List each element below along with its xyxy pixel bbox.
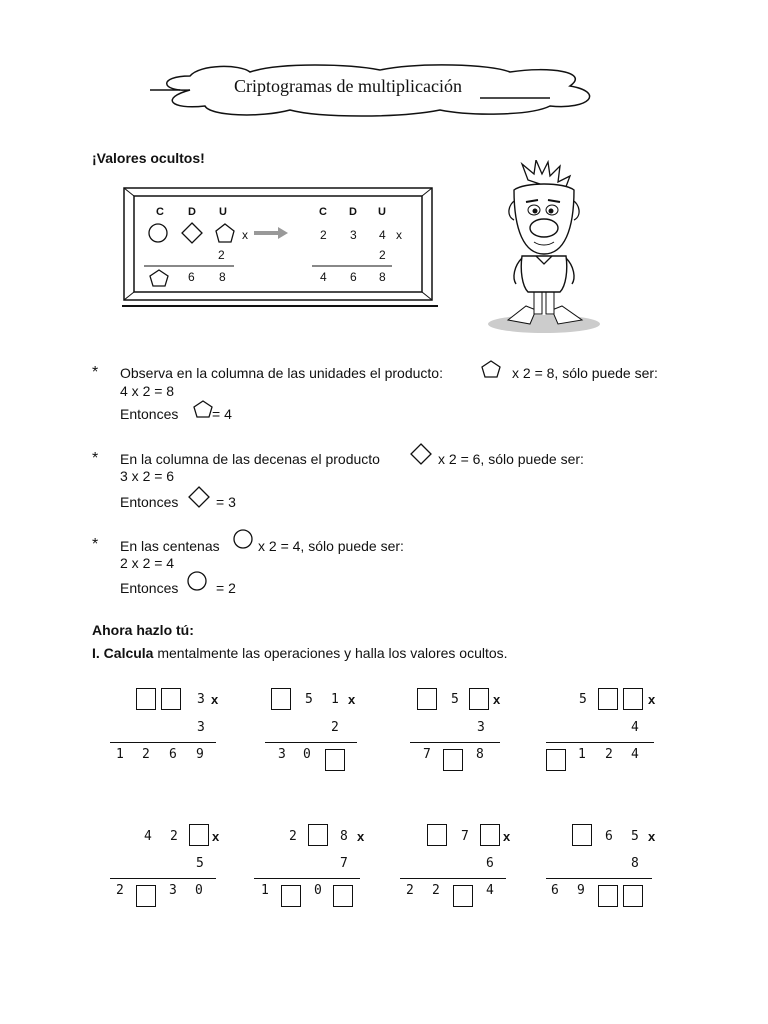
- digit: 3: [197, 720, 205, 735]
- times-sign: x: [493, 692, 501, 707]
- circle-icon: [232, 528, 254, 550]
- times-sign: x: [648, 692, 656, 707]
- digit: 1: [331, 692, 339, 707]
- pentagon-icon: [148, 268, 170, 288]
- board-left-result-u: 8: [219, 270, 226, 284]
- digit: 5: [631, 829, 639, 844]
- times-sign: x: [348, 692, 356, 707]
- diamond-icon: [410, 443, 432, 465]
- pentagon-icon: [480, 360, 502, 378]
- arrow-right-icon: [254, 226, 290, 240]
- times-sign: x: [211, 692, 219, 707]
- answer-box[interactable]: [572, 824, 592, 846]
- answer-box[interactable]: [271, 688, 291, 710]
- digit: 1: [116, 747, 124, 762]
- page-title: Criptogramas de multiplicación: [234, 76, 462, 96]
- answer-box[interactable]: [136, 885, 156, 907]
- board-header-u: U: [378, 206, 386, 218]
- digit: 2: [170, 829, 178, 844]
- digit: 9: [196, 747, 204, 762]
- digit: 0: [303, 747, 311, 762]
- answer-box[interactable]: [427, 824, 447, 846]
- result-line: [254, 878, 360, 879]
- answer-box[interactable]: [480, 824, 500, 846]
- digit: 6: [486, 856, 494, 871]
- board-header-c: C: [319, 206, 327, 218]
- explanation-1-then-value: = 4: [212, 406, 232, 422]
- explanation-1-equation: 4 x 2 = 8: [120, 383, 175, 399]
- result-line: [110, 878, 216, 879]
- instruction-rest: mentalmente las operaciones y halla los valores ocultos.: [153, 645, 508, 661]
- digit: 2: [116, 883, 124, 898]
- digit: 4: [631, 747, 639, 762]
- digit: 5: [579, 692, 587, 707]
- digit: 5: [196, 856, 204, 871]
- diamond-icon: [188, 486, 210, 508]
- explanation-2-text-b: x 2 = 6, sólo puede ser:: [438, 451, 584, 467]
- answer-box[interactable]: [443, 749, 463, 771]
- explanation-3-then-label: Entonces: [120, 580, 179, 596]
- times-sign: x: [212, 829, 220, 844]
- answer-box[interactable]: [598, 688, 618, 710]
- instruction-bold: I. Calcula: [92, 645, 154, 661]
- answer-box[interactable]: [136, 688, 156, 710]
- digit: 5: [305, 692, 313, 707]
- answer-box[interactable]: [453, 885, 473, 907]
- digit: 7: [423, 747, 431, 762]
- answer-box[interactable]: [623, 885, 643, 907]
- digit: 8: [340, 829, 348, 844]
- result-line: [400, 878, 506, 879]
- result-line: [410, 742, 500, 743]
- pentagon-icon: [216, 224, 234, 242]
- digit: 9: [577, 883, 585, 898]
- times-sign: x: [648, 829, 656, 844]
- explanation-2-then-label: Entonces: [120, 494, 179, 510]
- practice-instruction: [92, 645, 508, 662]
- explanation-3-text-a: En las centenas: [120, 538, 220, 554]
- digit: 0: [314, 883, 322, 898]
- digit: 7: [461, 829, 469, 844]
- board-times-left: x: [242, 228, 248, 242]
- board-left-multiplier: 2: [218, 248, 225, 262]
- digit: 8: [631, 856, 639, 871]
- digit: 6: [551, 883, 559, 898]
- digit: 2: [432, 883, 440, 898]
- digit: 2: [605, 747, 613, 762]
- example-board: [122, 186, 438, 310]
- board-right-top-u: 4: [379, 228, 386, 242]
- answer-box[interactable]: [598, 885, 618, 907]
- bullet-star: *: [92, 536, 99, 553]
- explanation-2-then-value: = 3: [216, 494, 236, 510]
- circle-icon: [186, 570, 208, 592]
- digit: 2: [331, 720, 339, 735]
- digit: 2: [289, 829, 297, 844]
- explanation-1-then-label: Entonces: [120, 406, 179, 422]
- answer-box[interactable]: [469, 688, 489, 710]
- digit: 2: [406, 883, 414, 898]
- answer-box[interactable]: [333, 885, 353, 907]
- digit: 4: [144, 829, 152, 844]
- board-header-u: U: [219, 206, 227, 218]
- circle-icon: [149, 224, 167, 242]
- answer-box[interactable]: [161, 688, 181, 710]
- digit: 8: [476, 747, 484, 762]
- result-line: [546, 878, 652, 879]
- pentagon-icon: [192, 400, 214, 418]
- result-line: [110, 742, 216, 743]
- digit: 4: [631, 720, 639, 735]
- digit: 5: [451, 692, 459, 707]
- times-sign: x: [503, 829, 511, 844]
- board-right-result-u: 8: [379, 270, 386, 284]
- digit: 6: [169, 747, 177, 762]
- explanation-3-then-value: = 2: [216, 580, 236, 596]
- answer-box[interactable]: [325, 749, 345, 771]
- board-right-multiplier: 2: [379, 248, 386, 262]
- explanation-1-text-b: x 2 = 8, sólo puede ser:: [512, 365, 658, 381]
- diamond-icon: [182, 223, 202, 243]
- board-header-d: D: [188, 206, 196, 218]
- digit: 3: [477, 720, 485, 735]
- answer-box[interactable]: [189, 824, 209, 846]
- digit: 7: [340, 856, 348, 871]
- board-header-d: D: [349, 206, 357, 218]
- board-shapes: [148, 222, 248, 244]
- board-right-result-d: 6: [350, 270, 357, 284]
- answer-box[interactable]: [623, 688, 643, 710]
- answer-box[interactable]: [308, 824, 328, 846]
- explanation-3-text-b: x 2 = 4, sólo puede ser:: [258, 538, 404, 554]
- digit: 1: [578, 747, 586, 762]
- board-header-c: C: [156, 206, 164, 218]
- board-frame: [122, 186, 438, 310]
- result-line: [546, 742, 654, 743]
- digit: 3: [197, 692, 205, 707]
- board-times-right: x: [396, 228, 402, 242]
- board-left-result-d: 6: [188, 270, 195, 284]
- answer-box[interactable]: [281, 885, 301, 907]
- explanation-1-text-a: Observa en la columna de las unidades el producto:: [120, 365, 443, 381]
- digit: 3: [169, 883, 177, 898]
- digit: 1: [261, 883, 269, 898]
- bullet-star: *: [92, 450, 99, 467]
- digit: 0: [195, 883, 203, 898]
- board-right-top-d: 3: [350, 228, 357, 242]
- times-sign: x: [357, 829, 365, 844]
- explanation-2-text-a: En la columna de las decenas el producto: [120, 451, 380, 467]
- practice-heading: Ahora hazlo tú:: [92, 622, 194, 638]
- cartoon-boy-illustration: [478, 160, 608, 338]
- explanation-3-equation: 2 x 2 = 4: [120, 555, 175, 571]
- result-line: [265, 742, 357, 743]
- answer-box[interactable]: [417, 688, 437, 710]
- explanation-2-equation: 3 x 2 = 6: [120, 468, 175, 484]
- digit: 6: [605, 829, 613, 844]
- section-title: ¡Valores ocultos!: [92, 150, 205, 166]
- digit: 4: [486, 883, 494, 898]
- bullet-star: *: [92, 364, 99, 381]
- answer-box[interactable]: [546, 749, 566, 771]
- board-right-result-c: 4: [320, 270, 327, 284]
- digit: 3: [278, 747, 286, 762]
- board-right-top-c: 2: [320, 228, 327, 242]
- digit: 2: [142, 747, 150, 762]
